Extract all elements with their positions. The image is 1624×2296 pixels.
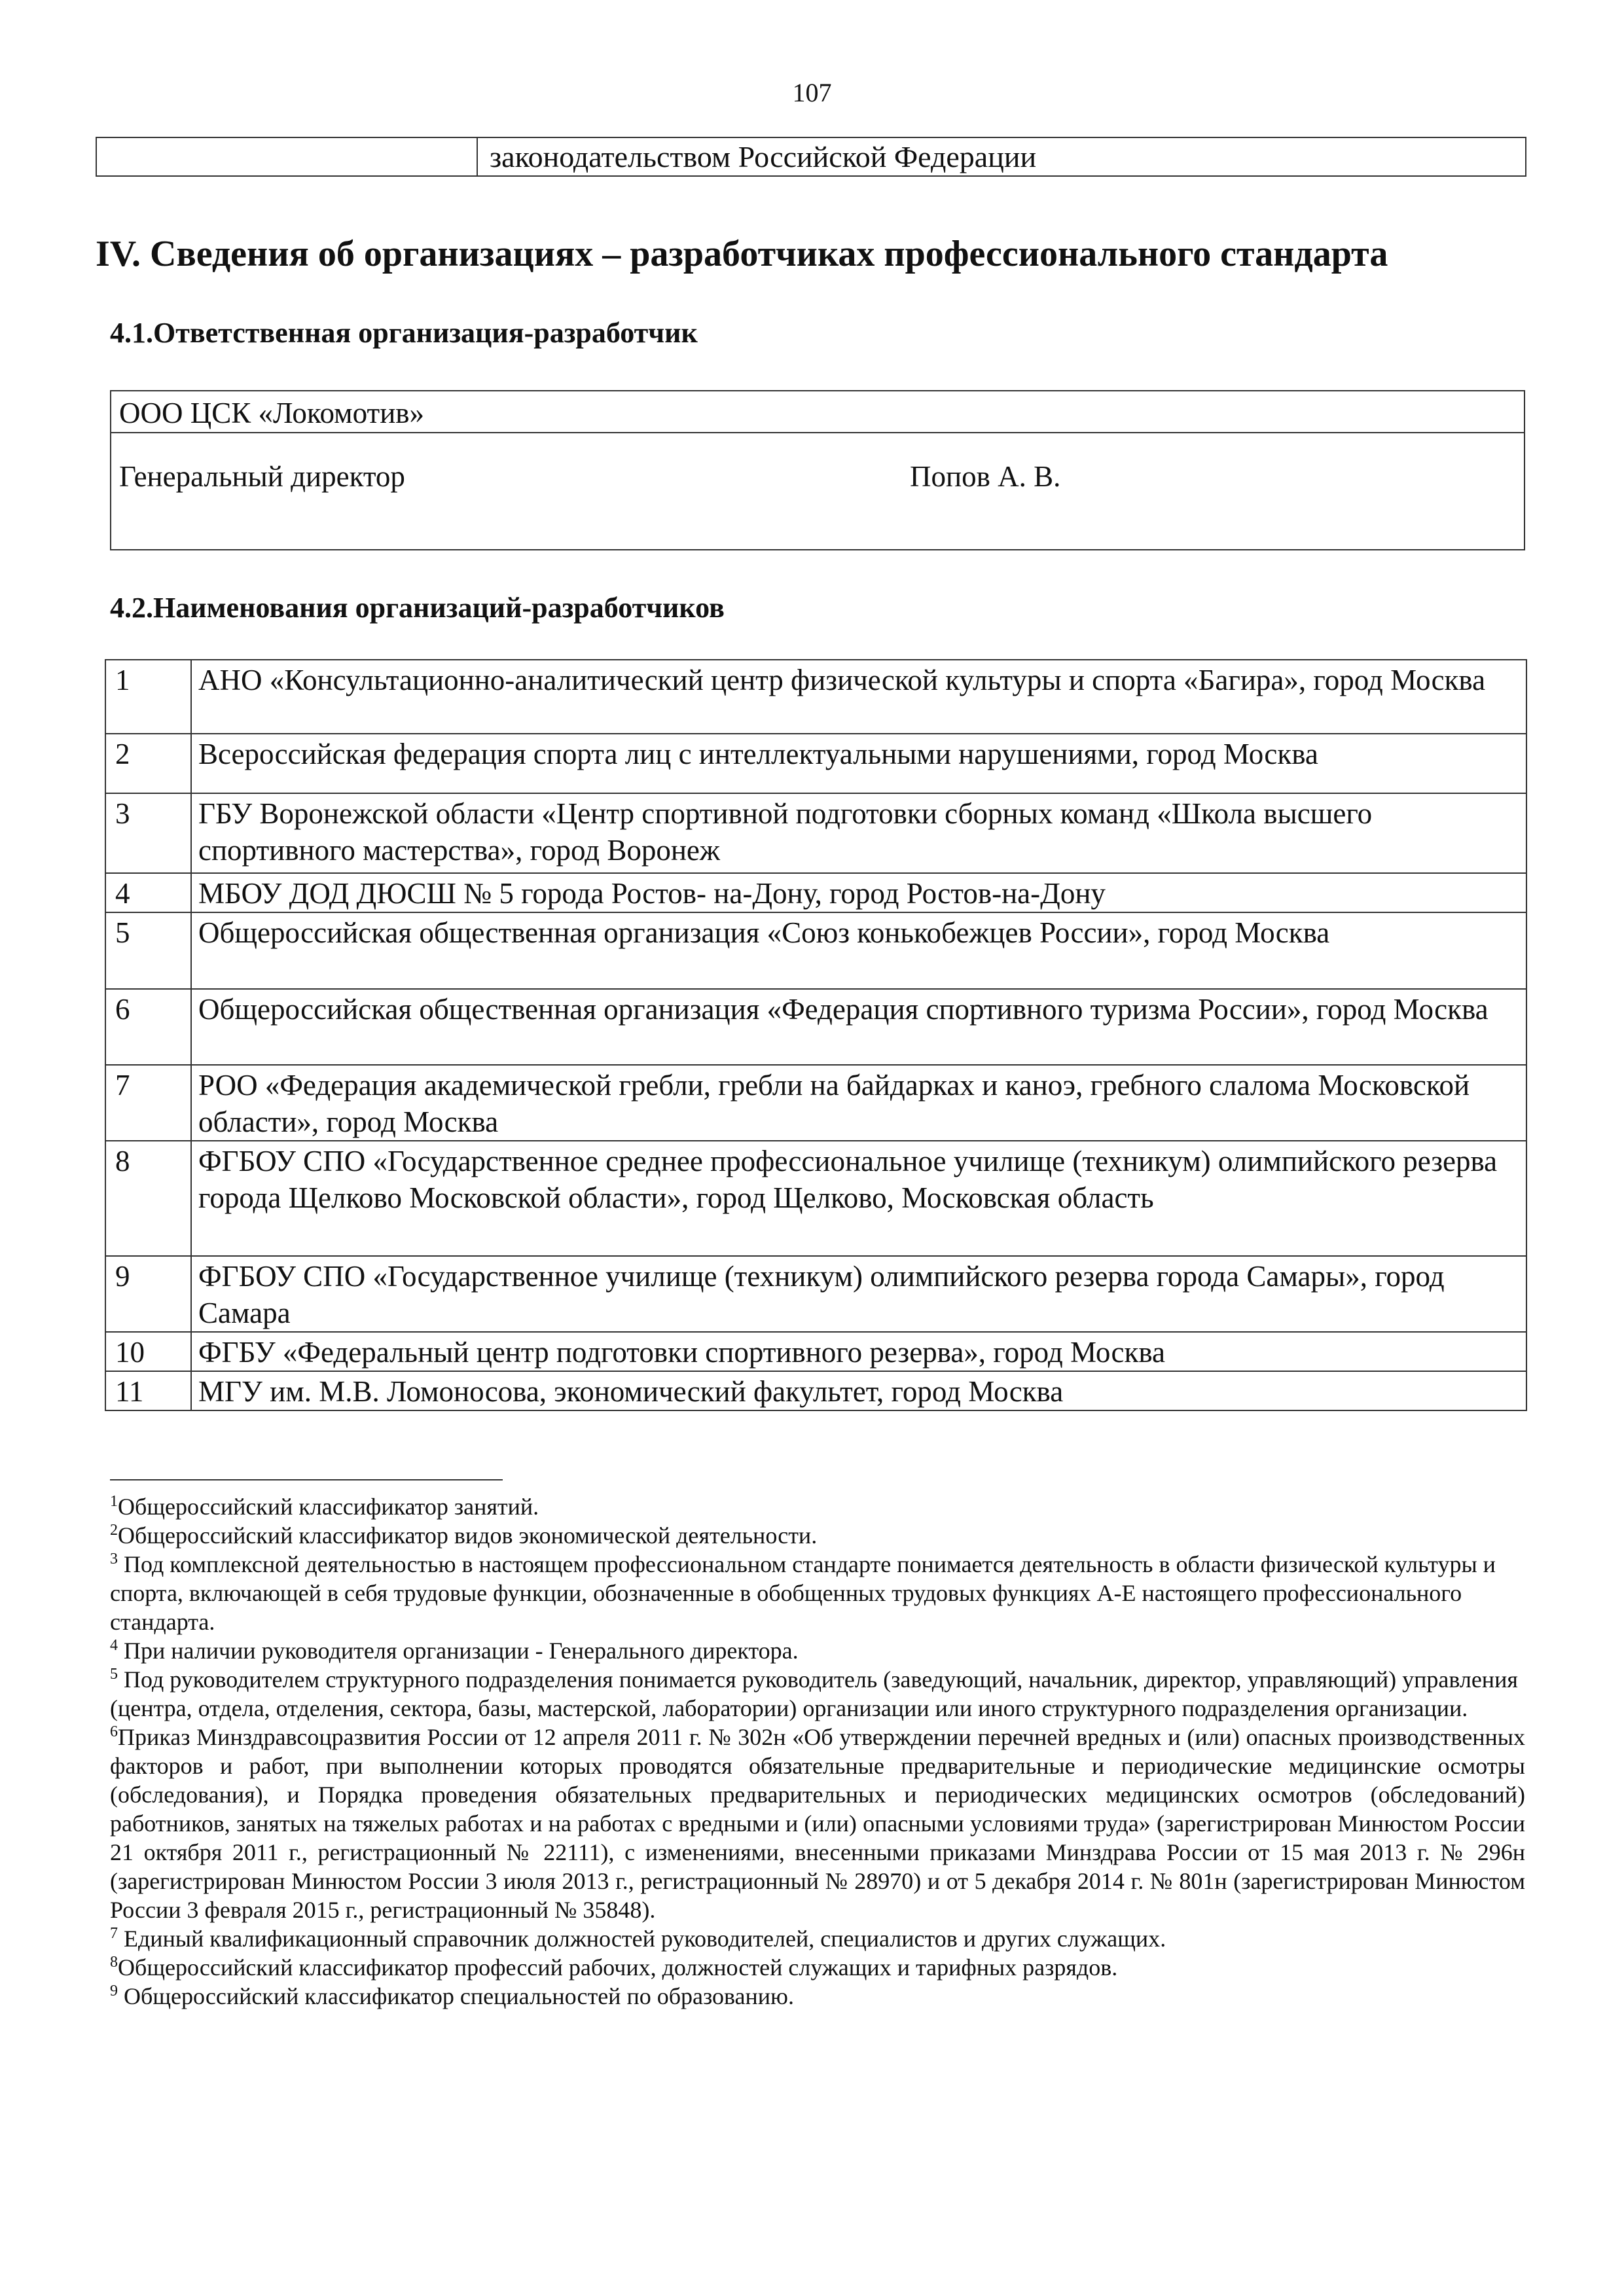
continuation-right-cell: законодательством Российской Федерации: [490, 140, 1037, 173]
row-number: 9: [105, 1256, 191, 1332]
footnote-text: При наличии руководителя организации - Генерального директора.: [118, 1638, 799, 1664]
org-name: Всероссийская федерация спорта лиц с интеллектуальными нарушениями, город Москва: [191, 734, 1526, 793]
footnote: [110, 1492, 1525, 1521]
responsible-position: Генеральный директор: [119, 460, 405, 493]
row-number: 7: [105, 1065, 191, 1141]
row-number: 1: [105, 660, 191, 734]
continuation-left-cell: [97, 138, 478, 175]
subsection-responsible-title: 4.1.Ответственная организация-разработчик: [110, 317, 698, 349]
org-name: МГУ им. М.В. Ломоносова, экономический факультет, город Москва: [191, 1371, 1526, 1410]
org-name: ФГБОУ СПО «Государственное училище (техникум) олимпийского резерва города Самары», город Самара: [191, 1256, 1526, 1332]
footnote-mark: 3: [110, 1551, 118, 1568]
footnotes: [110, 1492, 1525, 2011]
table-row: [105, 793, 1526, 873]
org-name: МБОУ ДОД ДЮСШ № 5 города Ростов- на-Дону, город Ростов-на-Дону: [191, 873, 1526, 912]
table-row: [105, 912, 1526, 989]
footnote-mark: 4: [110, 1637, 118, 1654]
footnote-mark: 2: [110, 1522, 118, 1539]
row-number: 6: [105, 989, 191, 1065]
org-name: Общероссийская общественная организация «Союз конькобежцев России», город Москва: [191, 912, 1526, 989]
row-number: 3: [105, 793, 191, 873]
table-row: [105, 989, 1526, 1065]
table-row: [105, 873, 1526, 912]
org-name: РОО «Федерация академической гребли, гребли на байдарках и каноэ, гребного слалома Московской области», город Москва: [191, 1065, 1526, 1141]
subsection-developers-title: 4.2.Наименования организаций-разработчиков: [110, 592, 725, 624]
footnote-mark: 5: [110, 1666, 118, 1683]
developers-table: [105, 659, 1527, 1411]
footnote-mark: 8: [110, 1954, 118, 1971]
footnote-text: Общероссийский классификатор занятий.: [118, 1494, 539, 1520]
table-row: [105, 1141, 1526, 1256]
responsible-org-name: ООО ЦСК «Локомотив»: [119, 397, 425, 429]
responsible-person: Попов А. В.: [910, 460, 1061, 493]
footnote: [110, 1636, 1525, 1665]
row-number: 5: [105, 912, 191, 989]
footnote-separator: [110, 1479, 503, 1480]
footnote-text: Единый квалификационный справочник должностей руководителей, специалистов и других служащих.: [118, 1926, 1166, 1952]
org-name: ГБУ Воронежской области «Центр спортивной подготовки сборных команд «Школа высшего спортивного мастерства», город Воронеж: [191, 793, 1526, 873]
footnote-text: Общероссийский классификатор профессий рабочих, должностей служащих и тарифных разрядов.: [118, 1954, 1118, 1981]
footnote-mark: 6: [110, 1723, 118, 1740]
footnote-text: Общероссийский классификатор видов экономической деятельности.: [118, 1522, 818, 1549]
section-title: IV. Сведения об организациях – разработчиках профессионального стандарта: [96, 234, 1388, 274]
table-row: [105, 734, 1526, 793]
footnote: [110, 1550, 1525, 1636]
footnote: [110, 1521, 1525, 1550]
org-name: Общероссийская общественная организация «Федерация спортивного туризма России», город Москва: [191, 989, 1526, 1065]
table-row: [105, 1256, 1526, 1332]
footnote-mark: 1: [110, 1493, 118, 1510]
row-number: 4: [105, 873, 191, 912]
footnote-mark: 7: [110, 1925, 118, 1942]
continuation-table: [96, 137, 1526, 177]
page-number: 107: [792, 78, 832, 107]
row-number: 2: [105, 734, 191, 793]
table-row: [105, 1065, 1526, 1141]
footnote: [110, 1665, 1525, 1723]
org-name: АНО «Консультационно-аналитический центр физической культуры и спорта «Багира», город Москва: [191, 660, 1526, 734]
table-row: [105, 660, 1526, 734]
row-number: 10: [105, 1332, 191, 1371]
footnote-text: Под руководителем структурного подразделения понимается руководитель (заведующий, начальник, директор, управляющий) управления (центра, отдела, отделения, сектора, базы, мастерской, лаборатории) организации или иного структурного подразделения организации.: [110, 1666, 1518, 1721]
responsible-org-box: [110, 390, 1525, 550]
footnote-text: Под комплексной деятельностью в настоящем профессиональном стандарте понимается деятельность в области физической культуры и спорта, включающей в себя трудовые функции, обозначенные в обобщенных трудовых функциях А-Е настоящего профессионального стандарта.: [110, 1551, 1496, 1635]
footnote-mark: 9: [110, 1982, 118, 2000]
footnote-text: Приказ Минздравсоцразвития России от 12 апреля 2011 г. № 302н «Об утверждении перечней вредных и (или) опасных производственных факторов и работ, при выполнении которых проводятся обязательные предварительные и периодические медицинские осмотры (обследования), и Порядка проведения обязательных предварительных и периодических медицинских осмотров (обследований) работников, занятых на тяжелых работах и на работах с вредными и (или) опасными условиями труда» (зарегистрирован Минюстом России 21 октября 2011 г., регистрационный № 22111), с изменениями, внесенными приказами Минздрава России от 15 мая 2013 г. № 296н (зарегистрирован Минюстом России 3 июля 2013 г., регистрационный № 28970) и от 5 декабря 2014 г. № 801н (зарегистрирован Минюстом России 3 февраля 2015 г., регистрационный № 35848).: [110, 1724, 1525, 1923]
footnote: [110, 1723, 1525, 1924]
table-row: [105, 1332, 1526, 1371]
org-name: ФГБОУ СПО «Государственное среднее профессиональное училище (техникум) олимпийского резерва города Щелково Московской области», город Щелково, Московская область: [191, 1141, 1526, 1256]
footnote: [110, 1982, 1525, 2011]
row-number: 11: [105, 1371, 191, 1410]
row-number: 8: [105, 1141, 191, 1256]
footnote-text: Общероссийский классификатор специальностей по образованию.: [118, 1983, 794, 2009]
footnote: [110, 1924, 1525, 1953]
footnote: [110, 1953, 1525, 1982]
org-name: ФГБУ «Федеральный центр подготовки спортивного резерва», город Москва: [191, 1332, 1526, 1371]
responsible-org-row: [111, 391, 1524, 433]
table-row: [105, 1371, 1526, 1410]
